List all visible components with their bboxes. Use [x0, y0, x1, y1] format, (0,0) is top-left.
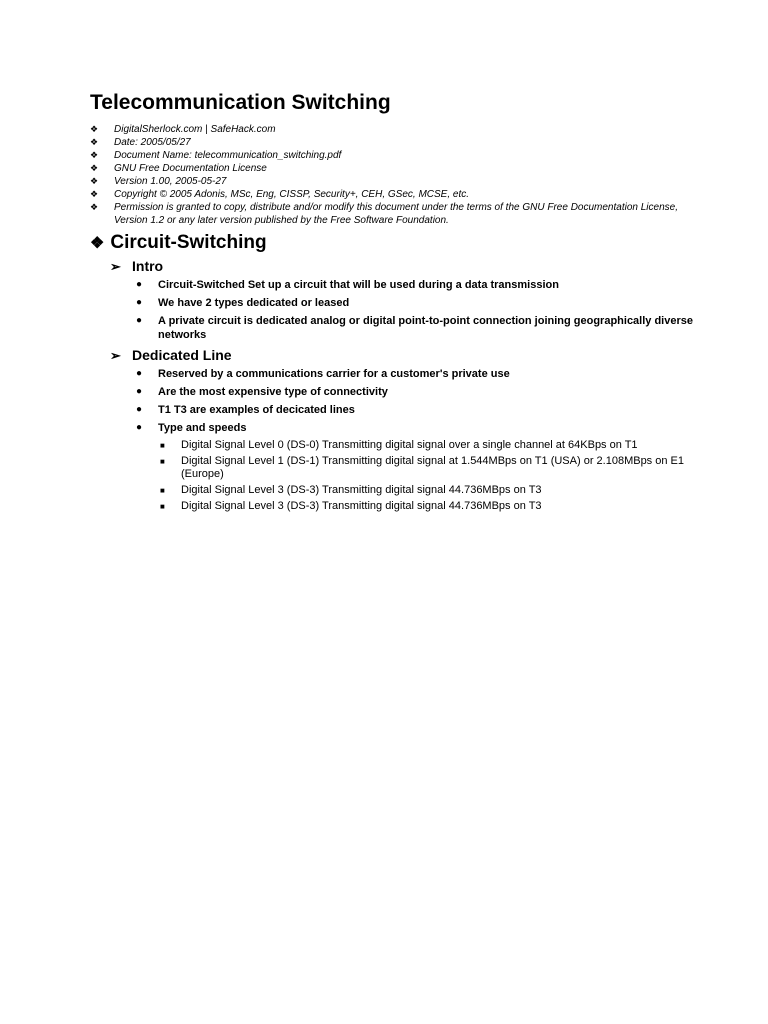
- speeds-list: [90, 439, 708, 513]
- dot-bullet-icon: ●: [136, 314, 143, 326]
- dedicated-line-list: [90, 367, 708, 435]
- diamond-bullet-icon: ❖: [90, 163, 99, 174]
- dot-bullet-icon: ●: [136, 278, 143, 290]
- list-item: ● T1 T3 are examples of decicated lines: [136, 403, 355, 416]
- subsection-heading-dedicated-line: ➢ Dedicated Line: [110, 346, 232, 363]
- diamond-bullet-icon: ❖: [90, 235, 105, 253]
- arrow-bullet-icon: ➢: [110, 347, 121, 363]
- subsection-heading-intro: ➢ Intro: [110, 257, 164, 274]
- diamond-bullet-icon: ❖: [90, 124, 99, 135]
- diamond-bullet-icon: ❖: [90, 202, 99, 213]
- list-item: ● Type and speeds: [136, 421, 247, 434]
- document-title: Telecommunication Switching: [90, 91, 391, 114]
- diamond-bullet-icon: ❖: [90, 137, 99, 148]
- dot-bullet-icon: ●: [136, 421, 143, 433]
- dot-bullet-icon: ●: [136, 367, 143, 379]
- list-item: ● Reserved by a communications carrier for a customer's private use: [136, 367, 510, 380]
- dot-bullet-icon: ●: [136, 296, 143, 308]
- metadata-item: ❖ GNU Free Documentation License: [90, 163, 267, 175]
- list-item: ● A private circuit is dedicated analog or digital point-to-point connection joining geographically diverse networks: [136, 314, 693, 341]
- dot-bullet-icon: ●: [136, 385, 143, 397]
- list-item: ■ Digital Signal Level 3 (DS-3) Transmitting digital signal 44.736MBps on T3: [160, 483, 542, 496]
- list-item: ■ Digital Signal Level 1 (DS-1) Transmitting digital signal at 1.544MBps on T1 (USA) or 2.108MBps on E1 (Europe): [160, 454, 684, 480]
- metadata-item: ❖ Date: 2005/05/27: [90, 137, 191, 149]
- section-heading: ❖ Circuit-Switching: [90, 232, 267, 254]
- diamond-bullet-icon: ❖: [90, 150, 99, 161]
- metadata-item: ❖ DigitalSherlock.com | SafeHack.com: [90, 124, 276, 136]
- list-item: ■ Digital Signal Level 0 (DS-0) Transmitting digital signal over a single channel at 64KBps on T1: [160, 438, 638, 451]
- diamond-bullet-icon: ❖: [90, 176, 99, 187]
- list-item: ● Are the most expensive type of connectivity: [136, 385, 388, 398]
- metadata-item: ❖ Copyright © 2005 Adonis, MSc, Eng, CISSP, Security+, CEH, GSec, MCSE, etc.: [90, 189, 470, 201]
- square-bullet-icon: ■: [160, 456, 165, 466]
- metadata-item: ❖ Permission is granted to copy, distribute and/or modify this document under the terms of the GNU Free Documentation License, Version 1.2 or any later version published by the Free Software Foundation.: [90, 202, 678, 227]
- square-bullet-icon: ■: [160, 501, 165, 511]
- intro-list: [90, 278, 708, 342]
- metadata-item: ❖ Document Name: telecommunication_switching.pdf: [90, 150, 342, 162]
- arrow-bullet-icon: ➢: [110, 258, 121, 274]
- list-item: ● We have 2 types dedicated or leased: [136, 296, 350, 309]
- list-item: ■ Digital Signal Level 3 (DS-3) Transmitting digital signal 44.736MBps on T3: [160, 499, 542, 512]
- square-bullet-icon: ■: [160, 440, 165, 450]
- metadata-item: ❖ Version 1.00, 2005-05-27: [90, 176, 227, 188]
- dot-bullet-icon: ●: [136, 403, 143, 415]
- list-item: ● Circuit-Switched Set up a circuit that will be used during a data transmission: [136, 278, 559, 291]
- metadata-list: [90, 123, 708, 227]
- square-bullet-icon: ■: [160, 485, 165, 495]
- diamond-bullet-icon: ❖: [90, 189, 99, 200]
